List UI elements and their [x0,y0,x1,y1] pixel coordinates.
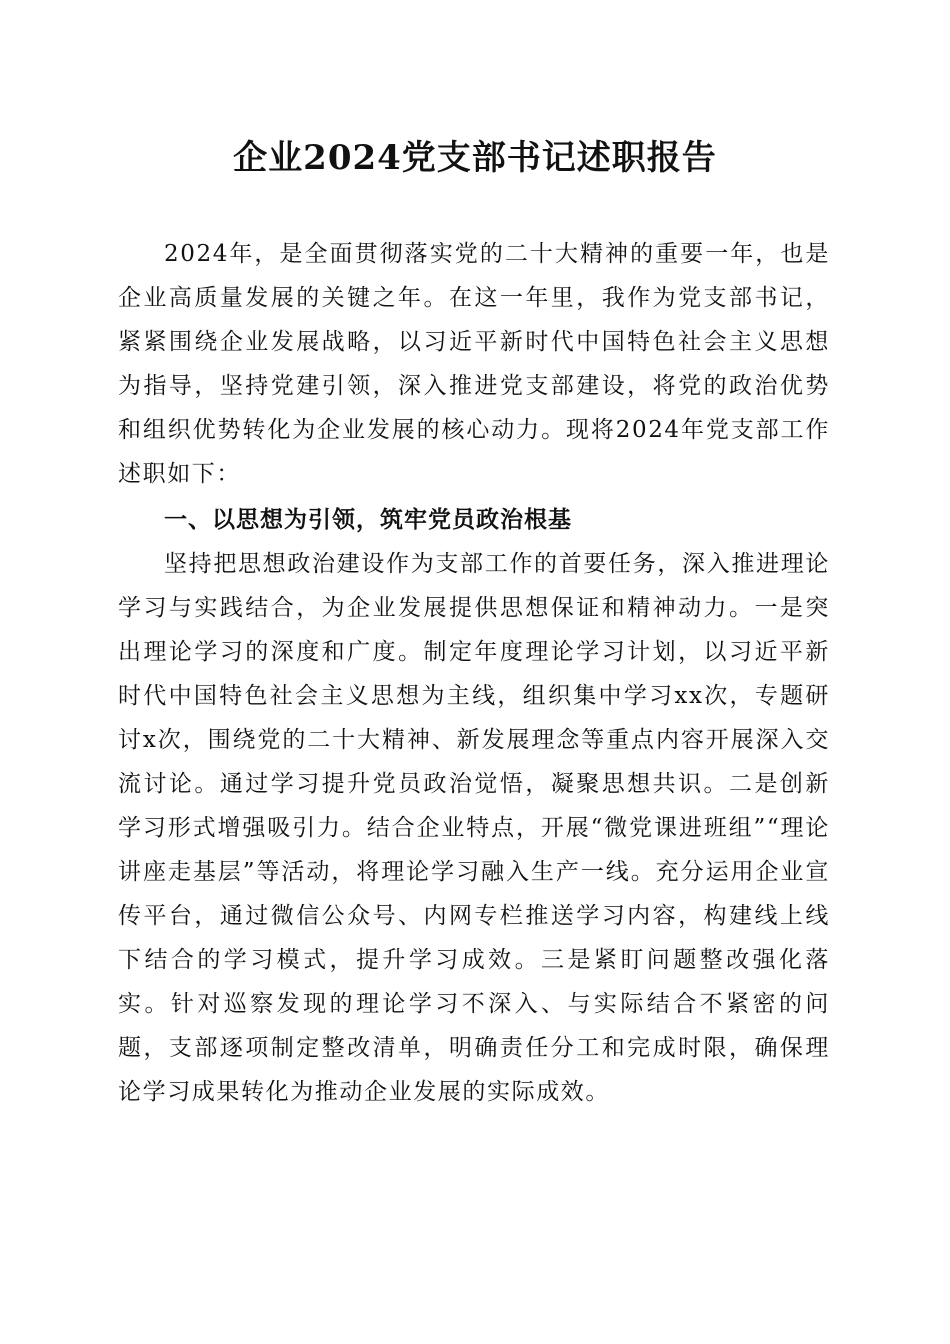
section-heading-1: 一、以思想为引领，筑牢党员政治根基 [164,507,572,533]
intro-paragraph: 2024年，是全面贯彻落实党的二十大精神的重要一年，也是企业高质量发展的关键之年。在这一年里，我作为党支部书记，紧紧围绕企业发展战略，以习近平新时代中国特色社会主义思想为指导，坚持党建引领，深入推进党支部建设，将党的政治优势和组织优势转化为企业发展的核心动力。现将2024年党支部工作述职如下： [118,241,830,487]
section-1-paragraph: 坚持把思想政治建设作为支部工作的首要任务，深入推进理论学习与实践结合，为企业发展提供思想保证和精神动力。一是突出理论学习的深度和广度。制定年度理论学习计划，以习近平新时代中国特色社会主义思想为主线，组织集中学习xx次，专题研讨x次，围绕党的二十大精神、新发展理念等重点内容开展深入交流讨论。通过学习提升党员政治觉悟，凝聚思想共识。二是创新学习形式增强吸引力。结合企业特点，开展“微党课进班组”“理论讲座走基层”等活动，将理论学习融入生产一线。充分运用企业宣传平台，通过微信公众号、内网专栏推送学习内容，构建线上线下结合的学习模式，提升学习成效。三是紧盯问题整改强化落实。针对巡察发现的理论学习不深入、与实际结合不紧密的问题，支部逐项制定整改清单，明确责任分工和完成时限，确保理论学习成果转化为推动企业发展的实际成效。 [118,551,830,1105]
document-title: 企业2024党支部书记述职报告 [233,138,717,178]
